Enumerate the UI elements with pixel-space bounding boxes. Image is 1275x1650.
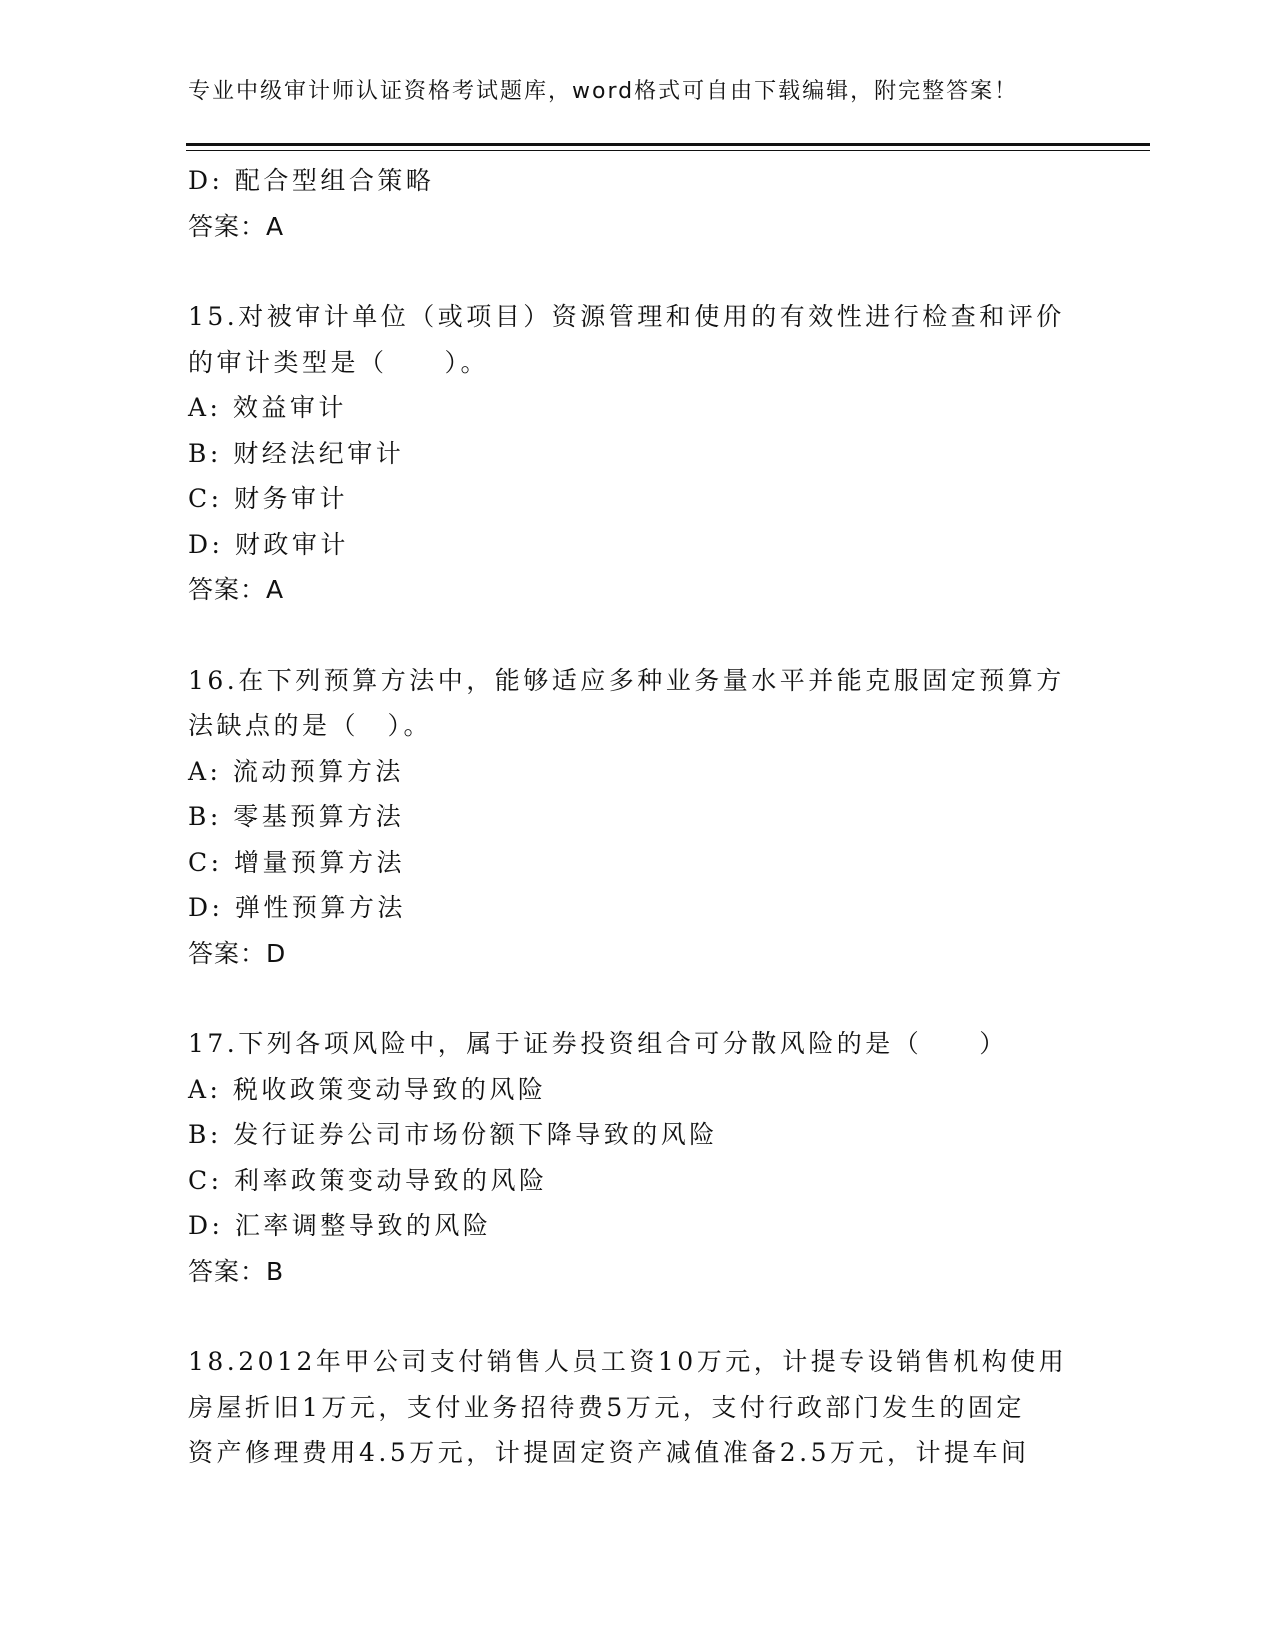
previous-question-tail (188, 158, 1068, 249)
option-d: D: 弹性预算方法 (188, 893, 406, 922)
question-15 (188, 294, 1068, 613)
option-b: B: 发行证券公司市场份额下降导致的风险 (188, 1120, 718, 1149)
option-a: A: 流动预算方法 (188, 756, 404, 786)
option-c: C: 利率政策变动导致的风险 (188, 1165, 548, 1195)
option-a: A: 效益审计 (188, 393, 347, 422)
option-c: C: 增量预算方法 (188, 847, 405, 877)
option-d: D: 汇率调整导致的风险 (188, 1211, 492, 1240)
page-header: 专业中级审计师认证资格考试题库，word格式可自由下载编辑，附完整答案！ (188, 79, 1019, 104)
document-body (188, 158, 1068, 1476)
header-rule-thick (186, 143, 1150, 146)
option-c: C: 财务审计 (188, 484, 348, 513)
question-18 (188, 1339, 1068, 1476)
question-stem: 16.在下列预算方法中，能够适应多种业务量水平并能克服固定预算方 (188, 665, 1065, 695)
option-d: D: 配合型组合策略 (188, 166, 435, 195)
answer-line: 答案：B (188, 1256, 285, 1286)
question-16 (188, 658, 1068, 977)
option-a: A: 税收政策变动导致的风险 (188, 1074, 547, 1104)
question-17 (188, 1021, 1068, 1294)
question-stem: 18.2012年甲公司支付销售人员工资10万元，计提专设销售机构使用 (188, 1347, 1068, 1376)
option-b: B: 零基预算方法 (188, 802, 405, 831)
question-stem: 的审计类型是（ ）。 (188, 347, 490, 377)
question-stem: 17.下列各项风险中，属于证券投资组合可分散风险的是（ ） (188, 1029, 1008, 1058)
question-stem: 资产修理费用4.5万元，计提固定资产减值准备2.5万元，计提车间 (188, 1438, 1030, 1467)
question-stem: 房屋折旧1万元，支付业务招待费5万元，支付行政部门发生的固定 (188, 1392, 1025, 1422)
question-stem: 15.对被审计单位（或项目）资源管理和使用的有效性进行检查和评价 (188, 302, 1065, 331)
question-stem: 法缺点的是（ ）。 (188, 711, 433, 740)
answer-line: 答案：A (188, 211, 285, 241)
header-rule-thin (186, 150, 1150, 151)
answer-line: 答案：A (188, 575, 285, 604)
option-d: D: 财政审计 (188, 529, 349, 559)
option-b: B: 财经法纪审计 (188, 438, 405, 468)
answer-line: 答案：D (188, 938, 287, 968)
